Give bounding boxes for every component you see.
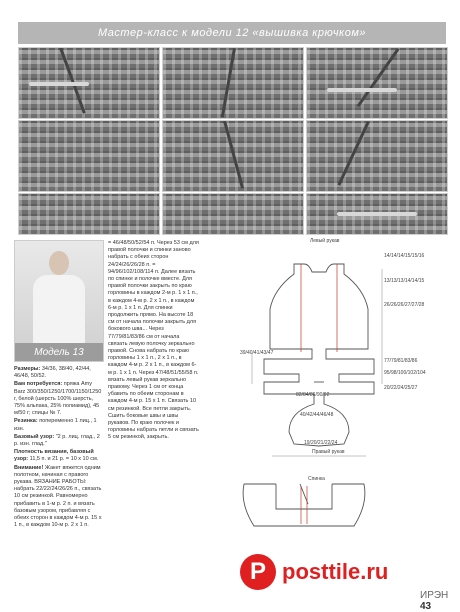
page-number: 43 bbox=[420, 601, 432, 612]
instruction-para: Базовый узор: "2 р. лиц. глад., 2 р. изн. глад." bbox=[14, 433, 100, 448]
step-photo-7 bbox=[18, 193, 160, 235]
back-label: Спинка bbox=[308, 476, 325, 482]
masterclass-banner: Мастер-класс к модели 12 «вышивка крючком» bbox=[18, 22, 446, 44]
step-photo-5 bbox=[162, 120, 304, 192]
page-footer bbox=[420, 590, 460, 612]
dim-right-3: 26/26/26/27/27/28 bbox=[384, 302, 425, 308]
instruction-para: Плотность вязания, базовый узор: 11,5 п. и 21 р. = 10 х 10 см. bbox=[14, 449, 99, 463]
dim-right-4: 77/79/81/83/86 bbox=[384, 358, 418, 364]
pin-icon: P bbox=[240, 554, 276, 590]
dim-right-5: 95/98/100/102/104 bbox=[384, 370, 426, 376]
instruction-para: Вам потребуется: пряжа Amy Barz 300/350/1250/1700/1150/1250 г, белой (шерсть 100% шерсть, 75% альпака, 25% полиамид), 45 м/50 г; спицы № 7. bbox=[14, 381, 102, 417]
dim-right-6: 20/22/24/25/27 bbox=[384, 385, 418, 391]
step-photo-6 bbox=[306, 120, 448, 192]
brand: ИРЭН bbox=[420, 590, 449, 601]
model-label: Модель 13 bbox=[15, 343, 103, 361]
watermark: P posttile.ru bbox=[240, 548, 450, 596]
instructions-middle: = 46/48/50/52/54 п. Через 53 см для правой полочки и спинки заново набрать с обеих сторон 24/24/26/26/28 п. = 94/96/102/108/114 п. Далее вязать по спинке и полочке вместе. Для правой полочки закрыть по краю горловины в каждом 2-м р. 1 х 1 п., в каждом 4-м р. 2 х 1 п., в каждом 6-м р. 1 х 1 п. Для спинки продолжить прямо. На высоте 18 см от начала полочки закрыть для бокового шва... Через 77/79/81/83/86 см от начала связать левую полочку зеркально правой. Снова набрать по краю горловины 1 х 1 п., 2 х 1 п., в каждом 4-м р. 2 х 1 п., в каждом 6-м р. 1 х 1 п. Через 47/48/51/55/58 п. вязать левый рукав зеркально правому. Через 1 см от конца убавить по обеим сторонам в каждом 4-м р. 15 х 1 п. Связать 10 см резинкой. Все петли закрыть. Сшить боковые швы и швы рукавов. По краю полочек и горловины набрать петли и связать 5 см резинкой, закрыть. bbox=[108, 240, 199, 441]
dim-bottom-2: 19/20/21/22/24 bbox=[304, 440, 338, 446]
dim-left-1: 39/40/41/43/47 bbox=[240, 350, 274, 356]
dim-right-2: 13/13/13/14/14/15 bbox=[384, 278, 425, 284]
step-photo-1 bbox=[18, 47, 160, 119]
instructions-left bbox=[14, 366, 102, 530]
step-photo-9 bbox=[306, 193, 448, 235]
instruction-para: Резинка: попеременно 1 лиц., 1 изн. bbox=[14, 418, 97, 432]
instruction-para: Размеры: 34/36, 38/40, 42/44, 46/48, 50/52. bbox=[14, 366, 91, 380]
step-photo-3 bbox=[306, 47, 448, 119]
sleeve2-label: Правый рукав bbox=[312, 449, 345, 455]
dim-bottom-1: 40/42/44/46/48 bbox=[300, 412, 334, 418]
dim-right-1: 14/14/14/15/15/16 bbox=[384, 253, 425, 259]
instruction-para: Внимание! Жакет вяжется одним полотном, начиная с правого рукава. ВЯЗАНИЕ РАБОТЫ: набрать 22/22/24/26/26 п., связать 10 см резинкой. Равномерно прибавить в 1-м р. 2 п. и вязать базовым узором, прибавляя с обеих сторон в каждом 4-м р. 15 х 1 п., в каждом 10-м р. 2 х 1 п. bbox=[14, 464, 102, 529]
dim-bottom-3: 82/84/86/90/92 bbox=[296, 392, 330, 398]
step-photo-8 bbox=[162, 193, 304, 235]
sleeve-label: Левый рукав bbox=[310, 238, 340, 244]
model-photo bbox=[14, 240, 104, 362]
step-photo-2 bbox=[162, 47, 304, 119]
step-photo-4 bbox=[18, 120, 160, 192]
